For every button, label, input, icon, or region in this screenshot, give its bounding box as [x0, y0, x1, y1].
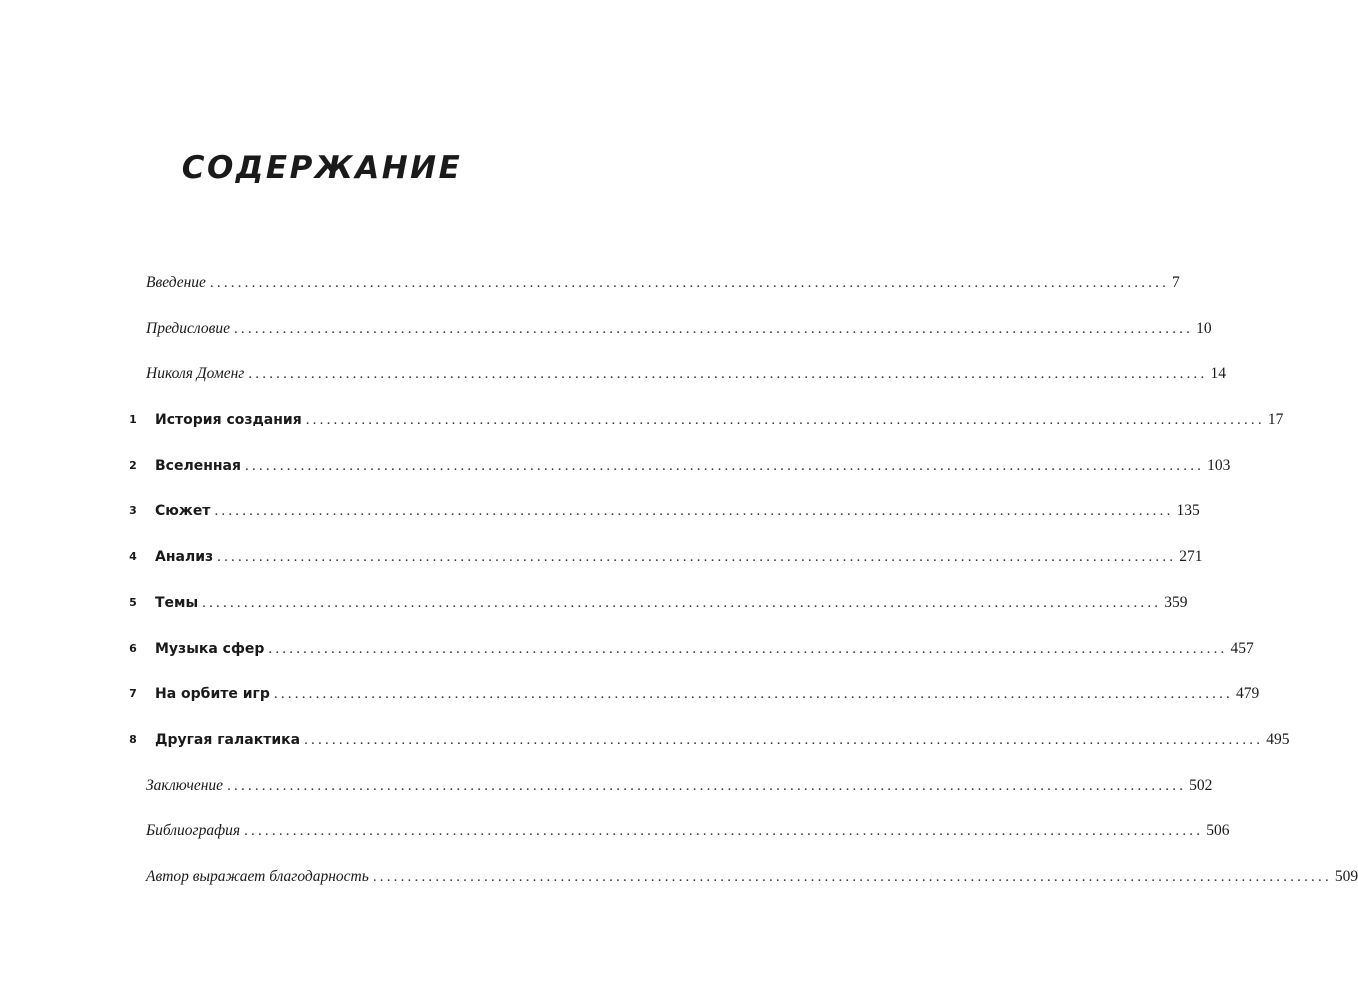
toc-page-number: 17: [1267, 411, 1284, 429]
toc-page-number: 457: [1230, 639, 1254, 657]
toc-page-number: 479: [1236, 685, 1260, 703]
toc-line: [155, 590, 1188, 616]
toc-line: [155, 453, 1231, 479]
chapter-number: 2: [129, 458, 137, 472]
toc-line: [146, 316, 1212, 342]
chapter-number: 1: [129, 413, 137, 427]
toc-entry-label: На орбите игр: [155, 686, 270, 703]
toc-leader-dots: ..........................................................................................................................................: [233, 320, 1194, 337]
toc-page-number: 14: [1210, 365, 1226, 383]
chapter-number: 4: [129, 550, 137, 564]
toc-entry: [0, 361, 1226, 407]
toc-page-number: 10: [1196, 319, 1212, 337]
toc-entry-label: Музыка сфер: [155, 640, 265, 657]
toc-entry: [0, 498, 1200, 544]
toc-line: [146, 270, 1180, 296]
toc-entry-label: Введение: [146, 274, 206, 291]
toc-line: [146, 818, 1230, 844]
toc-entry: [0, 727, 1290, 773]
toc-list: [0, 270, 1358, 910]
toc-line: [155, 407, 1284, 433]
toc-entry: [0, 864, 1358, 910]
toc-page-number: 7: [1172, 274, 1180, 291]
toc-line: [146, 773, 1213, 799]
toc-leader-dots: ..........................................................................................................................................: [273, 686, 1234, 703]
chapter-number: 8: [129, 732, 137, 746]
toc-leader-dots: ..........................................................................................................................................: [268, 640, 1228, 657]
toc-leader-dots: ..........................................................................................................................................: [372, 868, 1332, 885]
toc-line: [155, 636, 1254, 662]
toc-line: [155, 498, 1200, 524]
chapter-number: 5: [129, 595, 137, 609]
toc-entry: [0, 270, 1180, 316]
toc-entry-label: История создания: [155, 412, 302, 429]
toc-entry: [0, 773, 1213, 819]
toc-entry-label: Библиография: [146, 822, 241, 840]
toc-line: [155, 727, 1290, 753]
toc-entry-label: Николя Доменг: [146, 365, 245, 383]
toc-entry: [0, 316, 1212, 362]
toc-entry-label: Сюжет: [155, 503, 211, 520]
toc-leader-dots: ..........................................................................................................................................: [202, 594, 1162, 611]
page-title: СОДЕРЖАНИЕ: [181, 150, 463, 186]
toc-page-number: 359: [1164, 593, 1188, 611]
toc-line: [146, 361, 1226, 387]
toc-entry-label: Другая галактика: [155, 731, 301, 748]
toc-entry: [0, 818, 1230, 864]
chapter-number: 6: [129, 641, 137, 655]
toc-page-number: 103: [1207, 456, 1231, 474]
toc-entry-label: Темы: [155, 594, 199, 611]
toc-leader-dots: ..........................................................................................................................................: [217, 549, 1177, 566]
toc-entry-label: Предисловие: [146, 319, 230, 337]
toc-leader-dots: ..........................................................................................................................................: [227, 777, 1187, 794]
toc-page-number: 502: [1189, 776, 1213, 794]
toc-entry: [0, 590, 1188, 636]
chapter-number: 7: [129, 687, 137, 701]
toc-leader-dots: ..........................................................................................................................................: [214, 503, 1174, 520]
toc-leader-dots: ..........................................................................................................................................: [244, 823, 1204, 840]
toc-page-number: 271: [1179, 548, 1203, 566]
toc-entry: [0, 544, 1203, 590]
toc-entry: [0, 636, 1254, 682]
toc-leader-dots: ..........................................................................................................................................: [248, 366, 1208, 383]
chapter-number: 3: [129, 504, 137, 518]
toc-entry: [0, 407, 1284, 453]
toc-page-number: 135: [1176, 502, 1200, 520]
toc-entry-label: Заключение: [146, 776, 224, 794]
toc-entry-label: Автор выражает благодарность: [146, 867, 369, 885]
toc-entry: [0, 681, 1260, 727]
toc-line: [146, 864, 1358, 890]
toc-leader-dots: ..........................................................................................................................................: [304, 731, 1264, 748]
toc-page-number: 495: [1266, 730, 1290, 748]
toc-entry-label: Вселенная: [155, 457, 241, 474]
toc-leader-dots: ..........................................................................................................................................: [305, 412, 1265, 429]
toc-leader-dots: ..........................................................................................................................................: [209, 275, 1170, 291]
toc-entry-label: Анализ: [155, 549, 214, 566]
toc-page-number: 506: [1206, 822, 1230, 840]
toc-leader-dots: ..........................................................................................................................................: [245, 457, 1205, 474]
toc-line: [155, 544, 1203, 570]
toc-line: [155, 681, 1260, 707]
toc-entry: [0, 453, 1231, 499]
toc-page-number: 509: [1334, 867, 1358, 885]
